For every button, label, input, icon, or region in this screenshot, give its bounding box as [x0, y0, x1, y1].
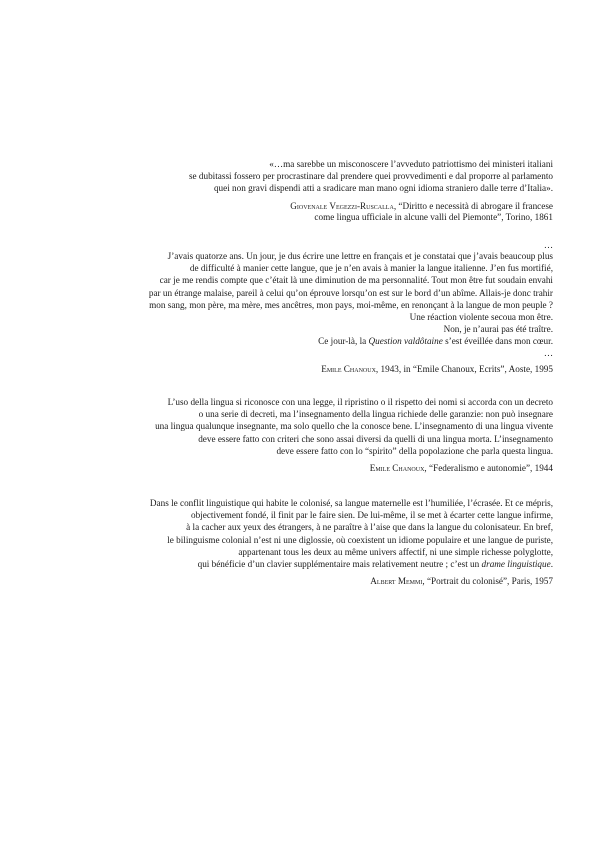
epigraph-chanoux-ecrits [149, 240, 553, 375]
quote-line: de difficulté à manier cette langue, que je n’en avais à manier la langue italienne. J’en fus mortifié, [189, 263, 553, 274]
author-name: Giovenale Vegezzi-Ruscalla [290, 200, 394, 211]
epigraph-memmi [150, 497, 553, 588]
attribution [155, 463, 553, 475]
quote-line: Ce jour-là, la Question valdôtaine s’est éveillée dans mon cœur. [318, 336, 553, 347]
ellipsis: … [543, 240, 553, 250]
ellipsis: … [543, 347, 553, 358]
quote-line: una lingua qualunque insegnante, ma solo quello che la conosce bene. L’insegnamento di una lingua vivente [155, 421, 553, 432]
source-text: , “Federalismo e autonomie”, 1944 [424, 463, 553, 474]
quote-line: par un étrange malaise, pareil à celui qu’on éprouve lorsqu’on est sur le bord d’un abîme. Allais-je donc trahir [148, 287, 553, 298]
author-name: Emile Chanoux [369, 463, 425, 474]
quote-line: appartenant tous les deux au même univers affectif, ni une simple richesse polyglotte, [238, 546, 553, 557]
quote-line: Une réaction violente secoua mon être. [409, 312, 553, 323]
quote-line: deve essere fatto con criteri che sono assai diversi da quelli di una lingua morta. L’insegnamento [198, 433, 553, 444]
quote-line: objectivement fondé, il finit par le faire sien. De lui-même, il se met à écarter cette langue infirme, [191, 510, 553, 521]
quote-line: o una serie di decreti, ma l’insegnamento della lingua richiede delle garanzie: non può insegnare [198, 409, 553, 420]
quote-line: se dubitassi fossero per procrastinare dal prendere quei provvedimenti e dal proporre al parlamento [188, 171, 553, 182]
source-text: , “Diritto e necessità di abrogare il francese [393, 200, 553, 211]
quote-line: à la cacher aux yeux des étrangers, à ne paraître à l’aise que dans la langue du colonisateur. En bref, [186, 522, 553, 533]
epigraph-chanoux-federalismo [155, 396, 553, 475]
attribution [189, 201, 553, 213]
quote-line: deve essere fatto con lo “spirito” della popolazione che parla questa lingua. [276, 445, 553, 456]
quote-line: quei non gravi dispendi atti a sradicare man mano ogni idioma straniero dalle terre d’Italia». [213, 183, 553, 194]
quote-line: J’avais quatorze ans. Un jour, je dus écrire une lettre en français et je constatai que j’avais beaucoup plus [167, 251, 553, 261]
quote-line: Non, je n’aurai pas été traître. [443, 324, 553, 335]
epigraph-vegezzi-ruscalla [189, 158, 553, 224]
source-text: come lingua ufficiale in alcune valli del Piemonte”, Torino, 1861 [314, 212, 553, 223]
attribution [149, 364, 553, 376]
quote-line: mon sang, mon père, ma mère, mes ancêtres, mon pays, moi-même, en renonçant à la langue de mon peuple ? [149, 299, 553, 310]
quote-line: L’uso della lingua si riconosce con una legge, il ripristino o il rispetto dei nomi si accorda con un decreto [167, 397, 553, 407]
author-name: Emile Chanoux [321, 363, 376, 374]
quote-line: qui bénéficie d’un clavier supplémentaire mais relativement neutre ; c’est un drame linguistique. [197, 559, 553, 570]
source-text: , 1943, in “Emile Chanoux, Ecrits”, Aoste, 1995 [375, 363, 553, 374]
quote-line: le bilinguisme colonial n’est ni une diglossie, où coexistent un idiome populaire et une langue de puriste, [167, 534, 553, 545]
attribution [150, 576, 553, 588]
quote-line: car je me rendis compte que c’était là une diminution de ma personnalité. Tout mon être fut soudain envahi [159, 275, 553, 286]
quote-line: «…ma sarebbe un misconoscere l’avveduto patriottismo dei ministeri italiani [269, 159, 553, 169]
author-name: Albert Memmi [370, 576, 423, 587]
source-text: , “Portrait du colonisé”, Paris, 1957 [422, 576, 553, 587]
quote-line: Dans le conflit linguistique qui habite le colonisé, sa langue maternelle est l’humiliée, l’écrasée. Et ce mépris, [149, 498, 553, 508]
